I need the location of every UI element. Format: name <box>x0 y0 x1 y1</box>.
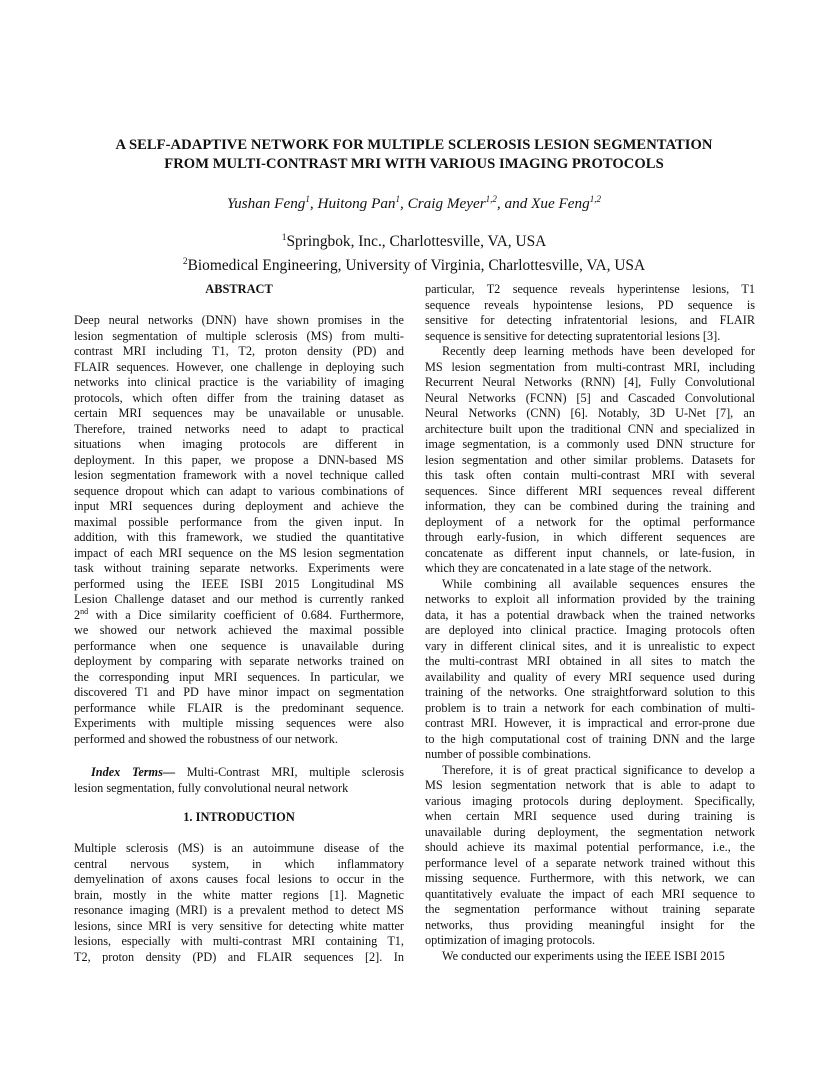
right-paragraph <box>425 282 755 344</box>
text-line: which they are concatenated in a late stage of the network. <box>425 561 712 575</box>
text-line: sequences. Since different MRI sequences reveal different <box>425 483 755 498</box>
text-line: information, they can be combined during the training and <box>425 499 755 513</box>
text-line: through early-fusion, in which different sequences are <box>425 530 755 544</box>
author-separator: , and <box>496 195 532 213</box>
text-line: image segmentation, is a commonly used DNN structure for <box>425 437 755 451</box>
text-line: to the high computational cost of training DNN and the large <box>425 731 755 746</box>
text-line: performance while FLAIR is the predominant sequence. <box>74 700 404 715</box>
text-line: vary in different clinical sites, and it is unrealistic to expect <box>425 638 755 653</box>
text-line: networks into clinical practice is the variability of imaging <box>74 375 404 389</box>
title-line: FROM MULTI-CONTRAST MRI WITH VARIOUS IMAGING PROTOCOLS <box>164 155 664 172</box>
text-line: various imaging protocols during deployment. Specifically, <box>425 793 755 808</box>
author-separator: , <box>309 195 318 213</box>
text-line: architecture built upon the traditional CNN and specialized in <box>425 421 755 436</box>
affiliation <box>40 252 788 276</box>
author-name: Xue Feng <box>531 195 590 213</box>
text-line: Recently deep learning methods have been developed for <box>442 344 755 358</box>
text-line: deployment. In this paper, we propose a DNN-based MS <box>74 452 404 467</box>
text-line: 2nd with a Dice similarity coefficient of 0.684. Furthermore, <box>74 606 404 622</box>
text-line: we showed our network achieved the maximal possible <box>74 623 404 637</box>
text-line: input MRI sequences during deployment and achieve the <box>74 499 404 513</box>
text-line: lesions, since MRI is very sensitive for detecting white matter <box>74 918 404 933</box>
text-line: sensitive for detecting infratentorial lesions, and FLAIR <box>425 313 755 327</box>
author-name: Huitong Pan <box>317 195 396 213</box>
text-line: problem is to train a network for each combination of multi- <box>425 700 755 715</box>
text-line: While combining all available sequences ensures the <box>442 576 755 591</box>
index-terms-text: Multi-Contrast MRI, multiple sclerosis <box>175 765 404 779</box>
right-paragraph <box>425 763 755 949</box>
abstract-heading: ABSTRACT <box>205 282 273 296</box>
introduction-heading: 1. INTRODUCTION <box>183 810 295 824</box>
text-line: Multiple sclerosis (MS) is an autoimmune disease of the <box>74 841 404 855</box>
abstract-body <box>74 313 404 747</box>
text-line: maximal possible performance from the given input. In <box>74 514 404 529</box>
text-line: central nervous system, in which inflammatory <box>74 856 404 871</box>
text-line: Deep neural networks (DNN) have shown promises in the <box>74 313 404 327</box>
affiliation-mark: 2 <box>182 257 188 268</box>
text-line: resonance imaging (MRI) is a prevalent method to detect MS <box>74 903 404 917</box>
author-name: Craig Meyer <box>407 195 486 213</box>
affiliations <box>40 228 788 276</box>
text-line: sequence is sensitive for detecting supratentorial lesions [3]. <box>425 328 721 343</box>
author-separator: , <box>400 195 408 213</box>
affiliation-text: Springbok, Inc., Charlottesville, VA, USA <box>286 233 547 251</box>
text-line: quantitatively evaluate the impact of each MRI sequence to <box>425 886 755 901</box>
text-line: missing sequence. Furthermore, with this network, we can <box>425 871 755 885</box>
paper-title <box>40 136 788 173</box>
text-line: training of the networks. One straightforward solution to this <box>425 685 755 699</box>
right-paragraph <box>425 577 755 763</box>
ordinal-suffix: nd <box>80 606 89 616</box>
right-paragraph <box>425 949 755 965</box>
text-line: Therefore, it is of great practical significance to develop a <box>442 762 755 777</box>
text-line: MS lesion segmentation network that is able to adapt to <box>425 778 755 792</box>
text-line: Therefore, trained networks need to adapt to practical <box>74 421 404 436</box>
text-line: number of possible combinations. <box>425 747 592 761</box>
text-line: impact of each MRI sequence on the MS lesion segmentation <box>74 545 404 560</box>
index-terms-label: Index Terms— <box>91 765 176 779</box>
text-line: situations when imaging protocols are different in <box>74 437 404 451</box>
text-line: are deployed into clinical practice. Imaging protocols often <box>425 623 755 637</box>
affiliation-mark: 1 <box>281 233 287 243</box>
text-line: the corresponding input MRI sequences. In particular, we <box>74 669 404 684</box>
text-line: task without training separate networks. Experiments were <box>74 561 404 575</box>
text-line: Experiments with multiple missing sequences were also <box>74 716 404 730</box>
author-name: Yushan Feng <box>227 195 306 213</box>
title-line: A SELF-ADAPTIVE NETWORK FOR MULTIPLE SCLEROSIS LESION SEGMENTATION <box>115 137 713 153</box>
text-line: this task often contain multi-contrast MRI with several <box>425 468 755 482</box>
text-line: sequence reveals hypointense lesions, PD sequence is <box>425 297 755 312</box>
index-terms-line <box>74 765 404 781</box>
index-terms <box>74 765 404 796</box>
text-line: performance level of a separate network trained without this <box>425 855 755 870</box>
text-line: protocols, which often differ from the training dataset as <box>74 390 404 405</box>
text-line: unavailable during deployment, the segmentation network <box>425 824 755 839</box>
text-line: sequence dropout which can adapt to various combinations of <box>74 483 404 498</box>
introduction-body <box>74 841 404 965</box>
text-line: We conducted our experiments using the IEEE ISBI 2015 <box>442 948 725 963</box>
affiliation <box>40 228 788 252</box>
text-line: Recurrent Neural Networks (RNN) [4], Fully Convolutional <box>425 375 755 389</box>
text-line: demyelination of axons causes focal lesions to occur in the <box>74 872 404 886</box>
text-line: particular, T2 sequence reveals hyperintense lesions, T1 <box>425 282 755 296</box>
text-line: should achieve its maximal potential performance, i.e., the <box>425 840 755 854</box>
author-affil-mark: 1,2 <box>485 194 497 204</box>
text-line: deployment by comparing with separate networks trained on <box>74 654 404 668</box>
affiliation-text: Biomedical Engineering, University of Virginia, Charlottesville, VA, USA <box>187 257 646 275</box>
text-line: deployment of a network for the optimal performance <box>425 514 755 529</box>
text-line: availability and quality of every MRI sequence used during <box>425 669 755 684</box>
text-line: contrast MRI including T1, T2, proton density (PD) and <box>74 344 404 358</box>
text-line: addition, with this framework, we studied the quantitative <box>74 530 404 544</box>
text-line: performed using the IEEE ISBI 2015 Longitudinal MS <box>74 576 404 591</box>
text-line: the multi-contrast MRI obtained in all sites to match the <box>425 654 755 668</box>
text-line: Neural Networks (CNN) [6]. Notably, 3D U-Net [7], an <box>425 406 755 420</box>
text-line: discovered T1 and PD have minor impact on segmentation <box>74 685 404 699</box>
text-line: Lesion Challenge dataset and our method is currently ranked <box>74 592 404 606</box>
author-affil-mark: 1 <box>305 194 310 204</box>
text-line: lesion segmentation of multiple sclerosis (MS) from multi- <box>74 328 404 343</box>
text-line: performed and showed the robustness of our network. <box>74 731 338 746</box>
text-line: optimization of imaging protocols. <box>425 933 596 947</box>
right-paragraph <box>425 344 755 577</box>
author-affil-mark: 1 <box>395 194 401 204</box>
text-line: contrast MRI. However, it is impractical and error-prone due <box>425 716 755 730</box>
text-line: lesion segmentation and other similar problems. Datasets for <box>425 452 755 467</box>
text-line: concatenate as different input channels, or late-fusion, in <box>425 545 755 560</box>
text-line: performance when one sequence is unavailable during <box>74 638 404 653</box>
text-line: certain MRI sequences may be unavailable or unusable. <box>74 406 404 420</box>
text-line: lesion segmentation framework with a novel technique called <box>74 468 404 482</box>
text-line: when certain MRI sequence used during training is <box>425 809 755 823</box>
text-line: brain, mostly in the white matter regions [1]. Magnetic <box>74 887 404 902</box>
text-line: networks, thus providing meaningful insight for the <box>425 917 755 932</box>
text-line: the segmentation performance without training separate <box>425 902 755 916</box>
author-list <box>40 189 788 214</box>
author-affil-mark: 1,2 <box>589 194 601 204</box>
text-line: FLAIR sequences. However, one challenge in deploying such <box>74 359 404 374</box>
text-line: networks to exploit all information provided by the training <box>425 592 755 606</box>
text-line: T2, proton density (PD) and FLAIR sequences [2]. In <box>74 949 404 964</box>
text-line: lesions, especially with multi-contrast MRI containing T1, <box>74 934 404 948</box>
text-line: data, it has a potential drawback when the trained networks <box>425 607 755 622</box>
text-line: Neural Networks (FCNN) [5] and Cascaded Convolutional <box>425 390 755 405</box>
index-terms-line: lesion segmentation, fully convolutional neural network <box>74 780 349 795</box>
text-line: MS lesion segmentation from multi-contrast MRI, including <box>425 359 755 374</box>
